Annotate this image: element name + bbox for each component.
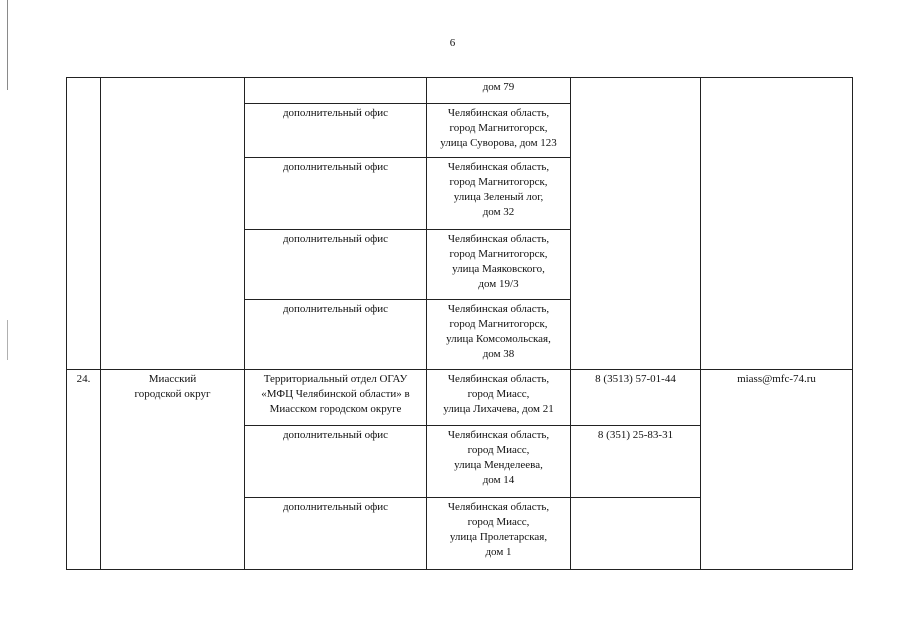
mfc-offices-table (66, 77, 853, 570)
address-line: Челябинская область, (447, 233, 550, 245)
municipality-cell (101, 78, 245, 370)
email-cell (701, 78, 853, 370)
address-line: улица Зеленый лог, (453, 191, 544, 203)
municipality-cell (101, 370, 245, 570)
office-type-cell: дополнительный офис (245, 158, 427, 230)
phone-cell (571, 498, 701, 570)
office-type-line: Территориальный отдел ОГАУ (263, 373, 408, 385)
office-type-cell (245, 78, 427, 104)
number-cell (67, 78, 101, 370)
address-line: Челябинская область, (447, 303, 550, 315)
office-type-cell: дополнительный офис (245, 104, 427, 158)
office-type-cell (245, 370, 427, 426)
address-cell (427, 158, 571, 230)
address-line: город Миасс, (467, 388, 530, 400)
phone-cell: 8 (351) 25-83-31 (571, 426, 701, 498)
address-cell (427, 370, 571, 426)
phone-cell (571, 78, 701, 370)
office-type-cell (245, 426, 427, 498)
address-line: дом 19/3 (478, 278, 519, 290)
office-type-line: дополнительный офис (282, 429, 389, 441)
address-line: улица Суворова, дом 123 (440, 137, 557, 149)
municipality-line: Миасский (148, 373, 197, 385)
address-line: улица Менделеева, (454, 459, 543, 471)
address-line: город Магнитогорск, (449, 122, 548, 134)
address-cell (427, 230, 571, 300)
address-cell (427, 426, 571, 498)
address-line: улица Комсомольская, (446, 333, 551, 345)
office-type-line: Миасском городском округе (269, 403, 402, 415)
address-cell (427, 300, 571, 370)
address-line: дом 32 (482, 206, 515, 218)
address-line: улица Маяковского, (452, 263, 545, 275)
office-type-cell: дополнительный офис (245, 230, 427, 300)
address-cell (427, 498, 571, 570)
address-line: дом 14 (482, 474, 515, 486)
address-line: город Миасс, (467, 516, 530, 528)
table-row (67, 370, 853, 426)
address-line: Челябинская область, (447, 429, 550, 441)
number-cell: 24. (67, 370, 101, 570)
office-type-line: «МФЦ Челябинской области» в (261, 388, 410, 400)
scan-edge-line (7, 320, 8, 360)
address-line: город Миасс, (467, 444, 530, 456)
address-line: Челябинская область, (447, 107, 550, 119)
email-cell (701, 370, 853, 570)
email-text: miass@mfc-74.ru (737, 373, 816, 385)
address-line: Челябинская область, (447, 373, 550, 385)
address-line: улица Лихачева, дом 21 (443, 403, 554, 415)
page-number: 6 (449, 37, 456, 49)
address-line: дом 79 (482, 81, 515, 93)
address-line: город Магнитогорск, (449, 248, 548, 260)
office-type-line: дополнительный офис (282, 501, 389, 513)
address-line: Челябинская область, (447, 161, 550, 173)
address-line: дом 38 (482, 348, 515, 360)
municipality-line: городской округ (134, 388, 211, 400)
address-cell (427, 104, 571, 158)
address-line: город Магнитогорск, (449, 176, 548, 188)
office-type-cell (245, 498, 427, 570)
address-line: дом 1 (485, 546, 512, 558)
address-line: улица Пролетарская, (449, 531, 548, 543)
address-cell (427, 78, 571, 104)
phone-cell: 8 (3513) 57-01-44 (571, 370, 701, 426)
address-line: город Магнитогорск, (449, 318, 548, 330)
address-line: Челябинская область, (447, 501, 550, 513)
table-row (67, 78, 853, 104)
office-type-cell: дополнительный офис (245, 300, 427, 370)
